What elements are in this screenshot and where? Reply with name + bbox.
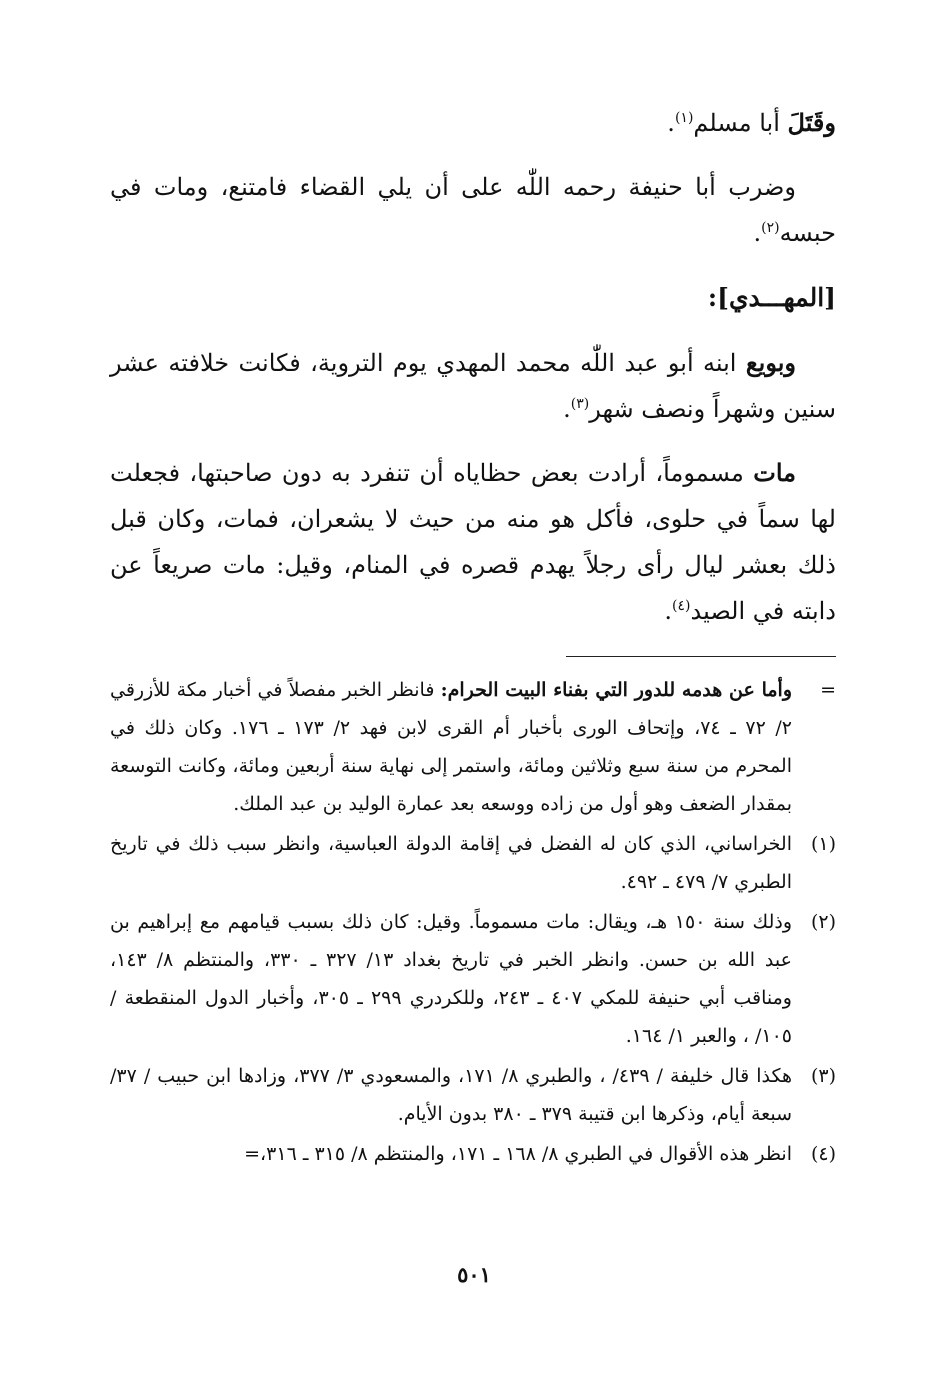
paragraph-text: أبا مسلم [693, 109, 788, 137]
footnote-number: (٤) [810, 1143, 836, 1165]
page-body [110, 100, 836, 1175]
lead-word: وقَتَلَ [787, 108, 836, 137]
footnote-body: انظر هذه الأقوال في الطبري ٨/ ١٦٨ ـ ١٧١، والمنتظم ٨/ ٣١٥ ـ ٣١٦،= [244, 1143, 792, 1165]
paragraph-text: وضرب أبا حنيفة رحمه اللّٰه على أن يلي القضاء فامتنع، ومات في حبسه [110, 173, 836, 247]
footnote-ref[interactable]: (١) [674, 110, 694, 126]
paragraph-text: مسموماً، أرادت بعض حظاياه أن تنفرد به دون صاحبتها، فجعلت لها سماً في حلوى، فأكل هو منه من حيث لا يشعران، فمات، وكان قبل ذلك بعشر ليال رأى رجلاً يهدم قصره في المنام، وقيل: مات صريعاً عن دابته في الصيد [110, 459, 836, 625]
paragraph-3 [110, 340, 836, 432]
paragraph-1 [110, 100, 836, 146]
paragraph-end: . [753, 219, 762, 247]
footnote-continued [110, 671, 836, 823]
footnote-body: فانظر الخبر مفصلاً في أخبار مكة للأزرقي ٢/ ٧٢ ـ ٧٤، وإتحاف الورى بأخبار أم القرى لابن فهد ٢/ ١٧٣ ـ ١٧٦. وكان ذلك في المحرم من سنة سبع وثلاثين ومائة، واستمر إلى نهاية سنة أربعين ومائة، وكانت التوسعة بمقدار الضعف وهو أول من زاده ووسعه بعد عمارة الوليد بن عبد الملك. [110, 679, 792, 815]
footnote-2 [110, 903, 836, 1055]
paragraph-end: . [667, 109, 675, 137]
footnote-ref[interactable]: (٤) [672, 598, 691, 614]
footnote-number: (٢) [810, 911, 836, 933]
footnote-number: (١) [810, 833, 836, 855]
section-heading: [المهـــدي]: [707, 283, 836, 312]
footnote-divider [566, 656, 836, 657]
lead-word: مات [753, 458, 796, 487]
footnote-1 [110, 825, 836, 901]
paragraph-4 [110, 450, 836, 634]
footnote-text [110, 671, 792, 823]
footnote-4 [110, 1135, 836, 1173]
paragraph-2 [110, 164, 836, 256]
main-text [110, 100, 836, 634]
footnote-body: وذلك سنة ١٥٠ هـ، ويقال: مات مسموماً. وقيل: كان ذلك بسبب قيامهم مع إبراهيم بن عبد الله بن حسن. وانظر الخبر في تاريخ بغداد ١٣/ ٣٢٧ ـ ٣٣٠، والمنتظم ٨/ ١٤٣، ومناقب أبي حنيفة للمكي ٤٠٧ ـ ٢٤٣، وللكردري ٢٩٩ ـ ٣٠٥، وأخبار الدول المنقطعة / ١٠٥/ ، والعبر ١/ ١٦٤. [110, 911, 792, 1047]
footnote-ref[interactable]: (٢) [761, 220, 780, 236]
footnote-bold-lead: وأما عن هدمه للدور التي بفناء البيت الحرام: [440, 679, 792, 701]
lead-word: وبويع [745, 348, 796, 377]
footnote-3 [110, 1057, 836, 1133]
footnote-number: (٣) [810, 1065, 836, 1087]
paragraph-end: . [664, 597, 673, 625]
paragraph-end: . [563, 395, 571, 423]
paragraph-text: ابنه أبو عبد اللّٰه محمد المهدي يوم التروية، فكانت خلافته عشر سنين وشهراً ونصف شهر [110, 349, 836, 423]
page-number: ٥٠١ [457, 1262, 491, 1287]
footnote-ref[interactable]: (٣) [570, 396, 590, 412]
footnotes [110, 671, 836, 1173]
footnote-body: هكذا قال خليفة / ٤٣٩/ ، والطبري ٨/ ١٧١، والمسعودي ٣/ ٣٧٧، وزادها ابن حبيب / ٣٧/ سبعة أيام، وذكرها ابن قتيبة ٣٧٩ ـ ٣٨٠ بدون الأيام. [110, 1065, 793, 1125]
footnote-number: = [820, 679, 836, 701]
footnote-body: الخراساني، الذي كان له الفضل في إقامة الدولة العباسية، وانظر سبب ذلك في تاريخ الطبري ٧/ ٤٧٩ ـ ٤٩٢. [110, 833, 792, 893]
